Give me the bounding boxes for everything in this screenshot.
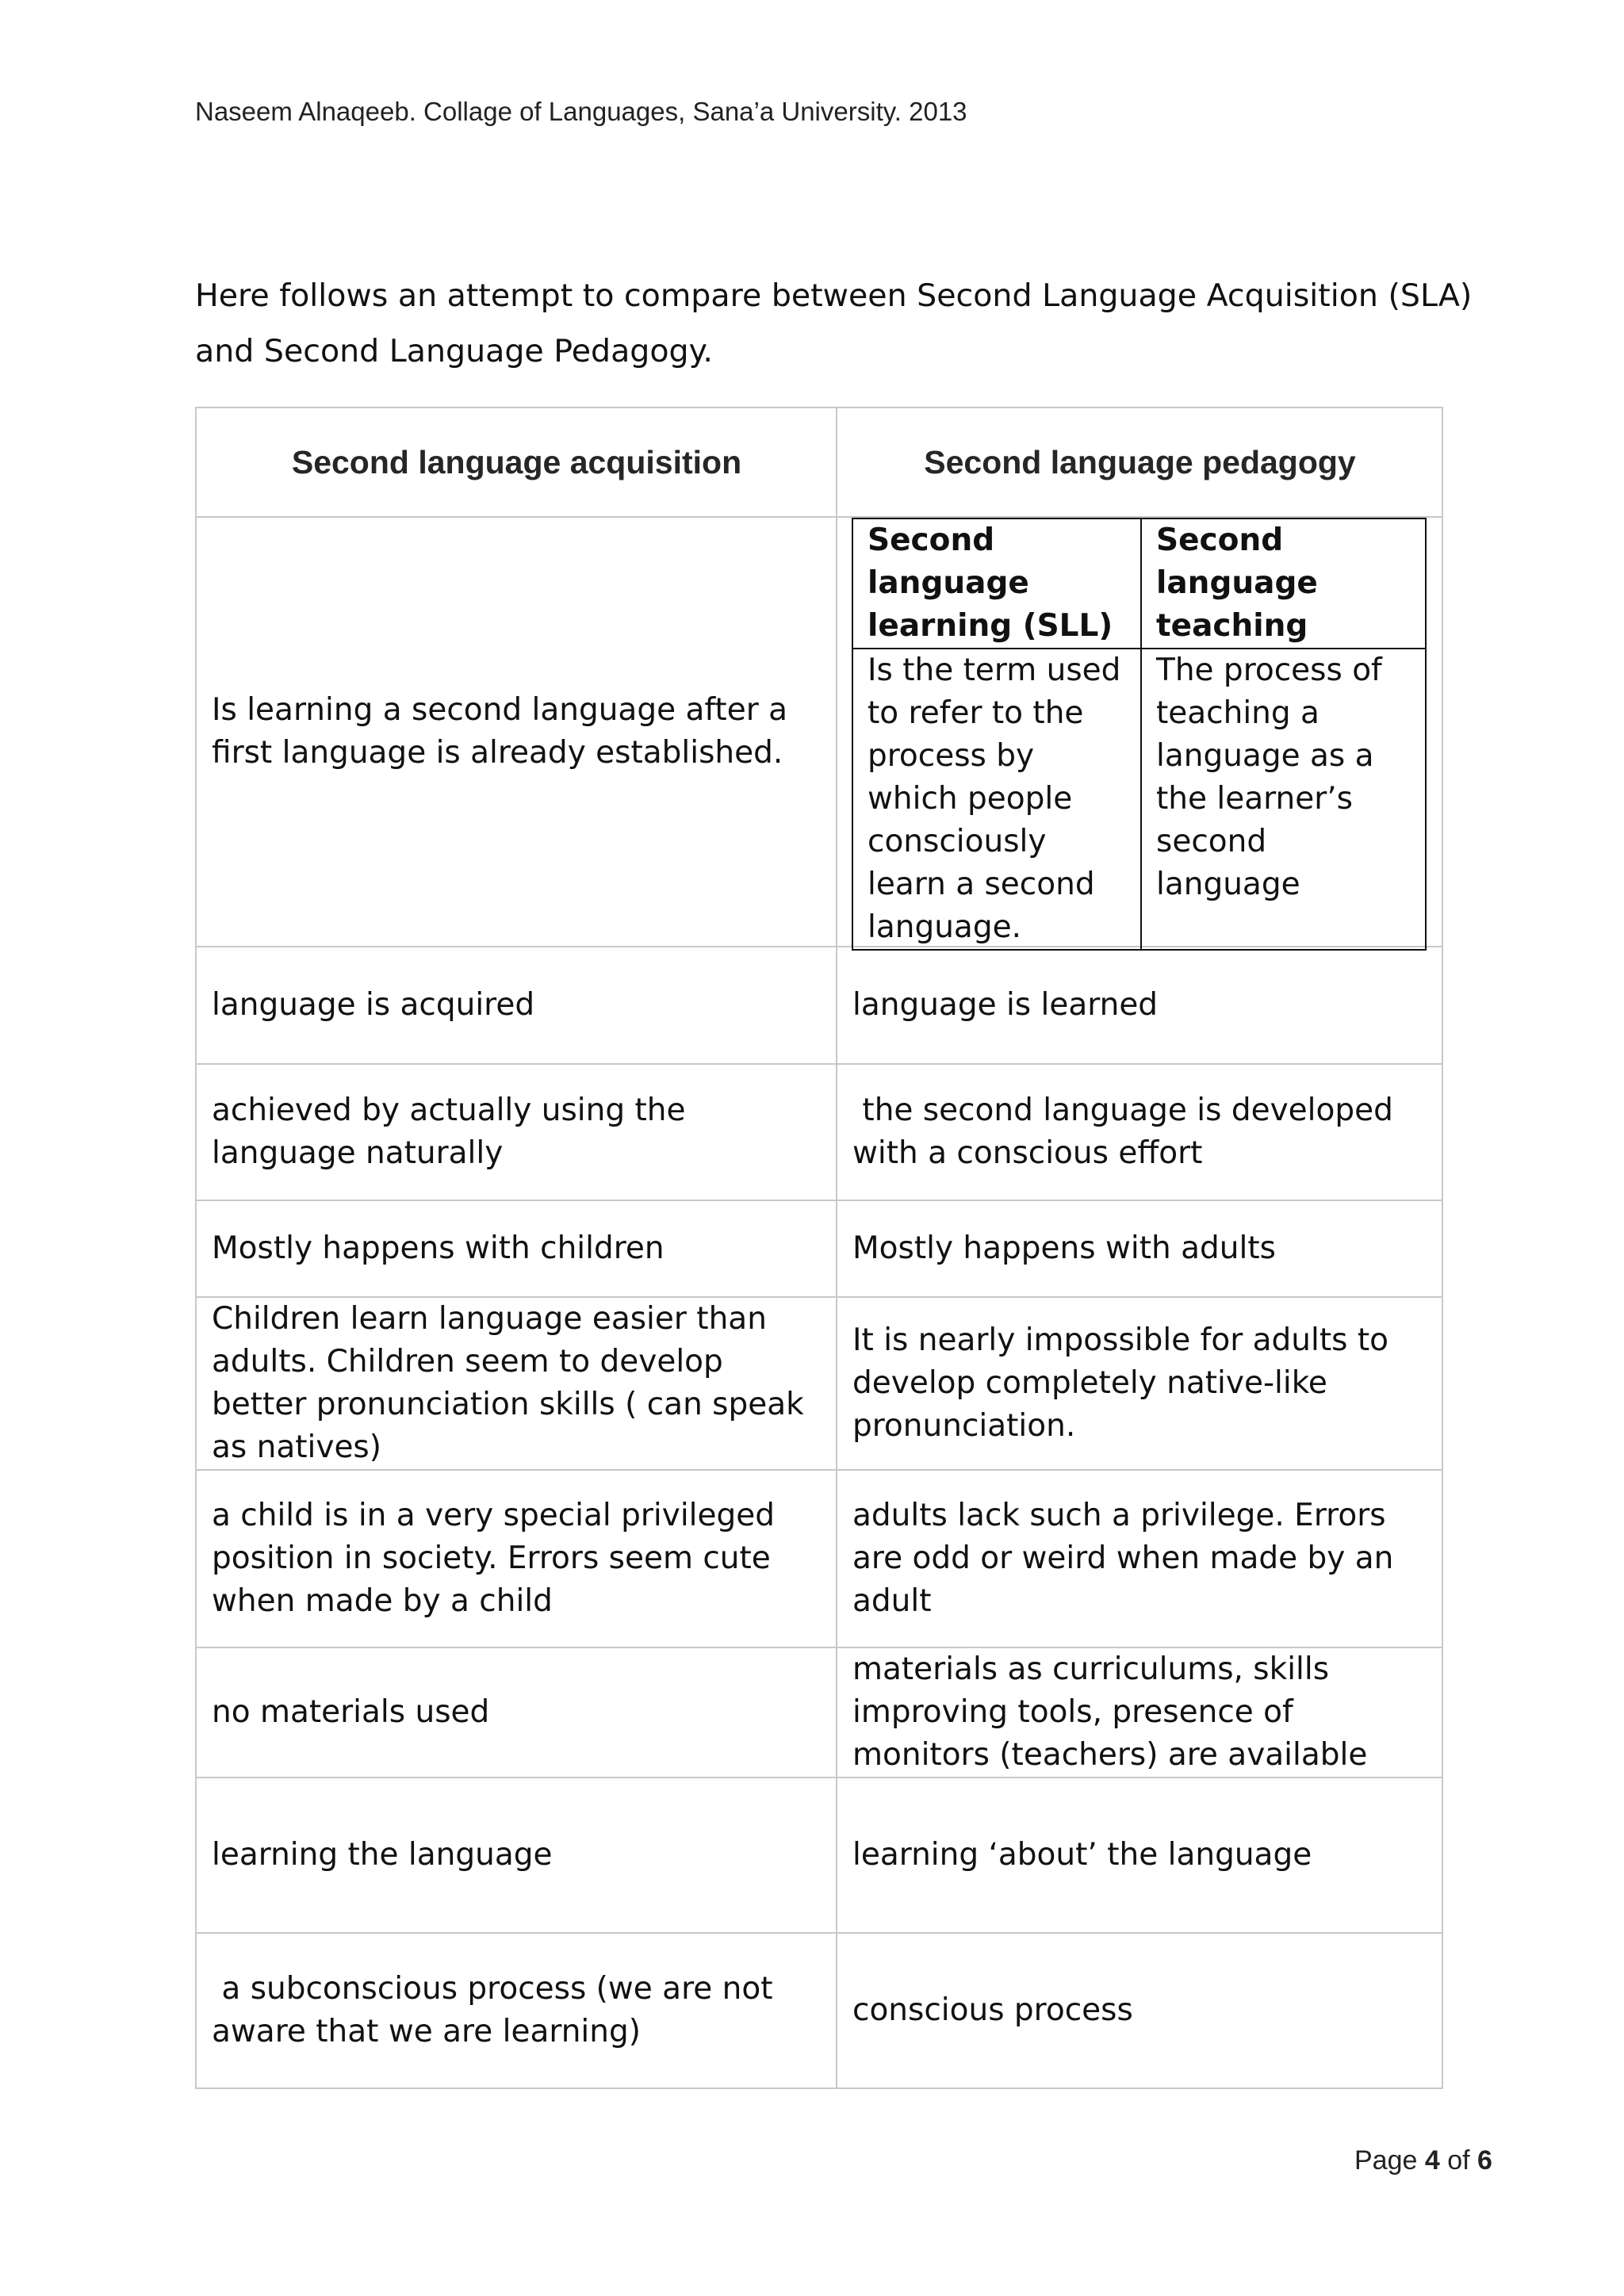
table-cell-right: conscious process bbox=[837, 1933, 1442, 2088]
table-cell-right: learning ‘about’ the language bbox=[837, 1777, 1442, 1933]
header-sla: Second language acquisition bbox=[196, 408, 837, 517]
running-header: Naseem Alnaqeeb. Collage of Languages, Sana’a University. 2013 bbox=[195, 97, 967, 126]
table-cell-right: language is learned bbox=[837, 947, 1442, 1064]
table-cell-right: Mostly happens with adults bbox=[837, 1200, 1442, 1297]
table-cell-left: no materials used bbox=[196, 1647, 837, 1777]
definition-row bbox=[196, 517, 1442, 947]
page-number: 4 bbox=[1424, 2145, 1440, 2175]
table-row bbox=[196, 1777, 1442, 1933]
table-cell-left: learning the language bbox=[196, 1777, 837, 1933]
table-row bbox=[196, 1297, 1442, 1470]
page-label: Page bbox=[1354, 2145, 1418, 2175]
table-cell-right: adults lack such a privilege. Errors are odd or weird when made by an adult bbox=[837, 1470, 1442, 1647]
header-pedagogy: Second language pedagogy bbox=[837, 408, 1442, 517]
table-row bbox=[196, 1200, 1442, 1297]
table-header-row bbox=[196, 408, 1442, 517]
pedagogy-definition-cell bbox=[837, 517, 1442, 947]
table-row bbox=[196, 1064, 1442, 1200]
table-row bbox=[196, 1647, 1442, 1777]
table-cell-right: It is nearly impossible for adults to develop completely native-like pronunciation. bbox=[837, 1297, 1442, 1470]
table-cell-left: achieved by actually using the language naturally bbox=[196, 1064, 837, 1200]
table-row bbox=[196, 1470, 1442, 1647]
sla-definition: Is learning a second language after a first language is already established. bbox=[196, 517, 837, 947]
table-cell-left: a child is in a very special privileged position in society. Errors seem cute when made by a child bbox=[196, 1470, 837, 1647]
table-row bbox=[196, 1933, 1442, 2088]
intro-paragraph: Here follows an attempt to compare between Second Language Acquisition (SLA) and Second Language Pedagogy. bbox=[195, 277, 1473, 369]
table-cell-right: the second language is developed with a conscious effort bbox=[837, 1064, 1442, 1200]
table-row bbox=[196, 947, 1442, 1064]
page-footer bbox=[1354, 2145, 1492, 2176]
table-cell-left: Children learn language easier than adults. Children seem to develop better pronunciation skills ( can speak as natives) bbox=[196, 1297, 837, 1470]
table-cell-left: language is acquired bbox=[196, 947, 837, 1064]
table-cell-right: materials as curriculums, skills improving tools, presence of monitors (teachers) are available bbox=[837, 1647, 1442, 1777]
subheader-sll: Second language learning (SLL) bbox=[852, 519, 1141, 649]
subheader-teaching: Second language teaching bbox=[1141, 519, 1426, 649]
teaching-definition: The process of teaching a language as a the learner’s second language bbox=[1141, 649, 1426, 950]
sll-definition: Is the term used to refer to the process by which people consciously learn a second language. bbox=[852, 649, 1141, 950]
total-pages: 6 bbox=[1477, 2145, 1492, 2175]
table-cell-left: a subconscious process (we are not aware that we are learning) bbox=[196, 1933, 837, 2088]
pedagogy-subtable bbox=[852, 518, 1427, 951]
comparison-table bbox=[195, 407, 1443, 2089]
of-label: of bbox=[1447, 2145, 1470, 2175]
table-cell-left: Mostly happens with children bbox=[196, 1200, 837, 1297]
